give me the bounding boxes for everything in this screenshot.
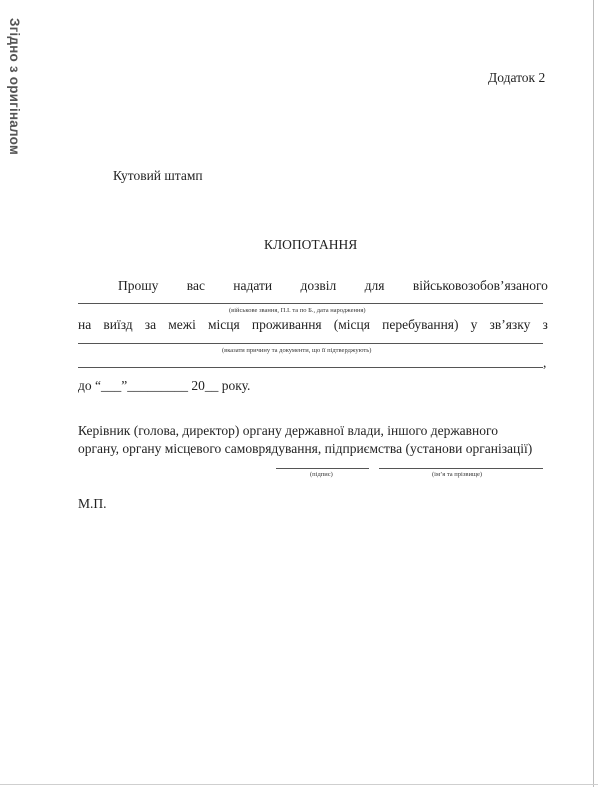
head-of-organization-line-2: органу, органу місцевого самоврядування, підприємства (установи організації)	[78, 441, 533, 456]
request-word: з	[542, 317, 548, 332]
request-line-2	[78, 317, 548, 333]
date-line: до “___”_________ 20__ року.	[78, 378, 251, 393]
certification-stamp-text: Згідно з оригіналом	[7, 17, 23, 155]
request-word: перебування)	[382, 317, 459, 332]
name-line	[379, 468, 543, 469]
request-word: за	[144, 317, 157, 332]
line-comma: ,	[543, 355, 547, 370]
fill-line-3	[78, 367, 543, 368]
request-word: (місця	[333, 317, 370, 332]
request-word: військовозобов’язаного	[412, 278, 548, 293]
request-word: дозвіл	[300, 278, 337, 293]
certification-stamp	[5, 6, 25, 166]
head-of-organization-line-1: Керівник (голова, директор) органу державної влади, іншого державного	[78, 423, 498, 438]
document-title: КЛОПОТАННЯ	[264, 237, 358, 252]
request-word: зв’язку	[489, 317, 531, 332]
appendix-label: Додаток 2	[488, 70, 546, 85]
request-word: у	[470, 317, 478, 332]
corner-stamp-label: Кутовий штамп	[113, 168, 203, 183]
hint-military-info: (військове звання, П.І. та по Б., дата народження)	[229, 307, 366, 314]
hint-reason: (вказати причину та документи, що її підтверджують)	[222, 347, 372, 354]
request-word: надати	[233, 278, 273, 293]
request-word: на	[78, 317, 92, 332]
request-word: вас	[186, 278, 205, 293]
request-word: місця	[207, 317, 240, 332]
request-word: виїзд	[103, 317, 133, 332]
request-word: проживання	[251, 317, 322, 332]
signature-line	[276, 468, 369, 469]
page-edge-bottom	[0, 784, 598, 785]
fill-line-2	[78, 343, 543, 344]
name-hint: (ім’я та прізвище)	[432, 471, 482, 478]
page-edge-right	[593, 0, 594, 787]
request-line-1	[118, 278, 548, 294]
request-word: для	[364, 278, 385, 293]
seal-place: М.П.	[78, 496, 107, 511]
fill-line-1	[78, 303, 543, 304]
request-word: Прошу	[118, 278, 159, 293]
request-word: межі	[168, 317, 196, 332]
signature-hint: (підпис)	[310, 471, 333, 478]
